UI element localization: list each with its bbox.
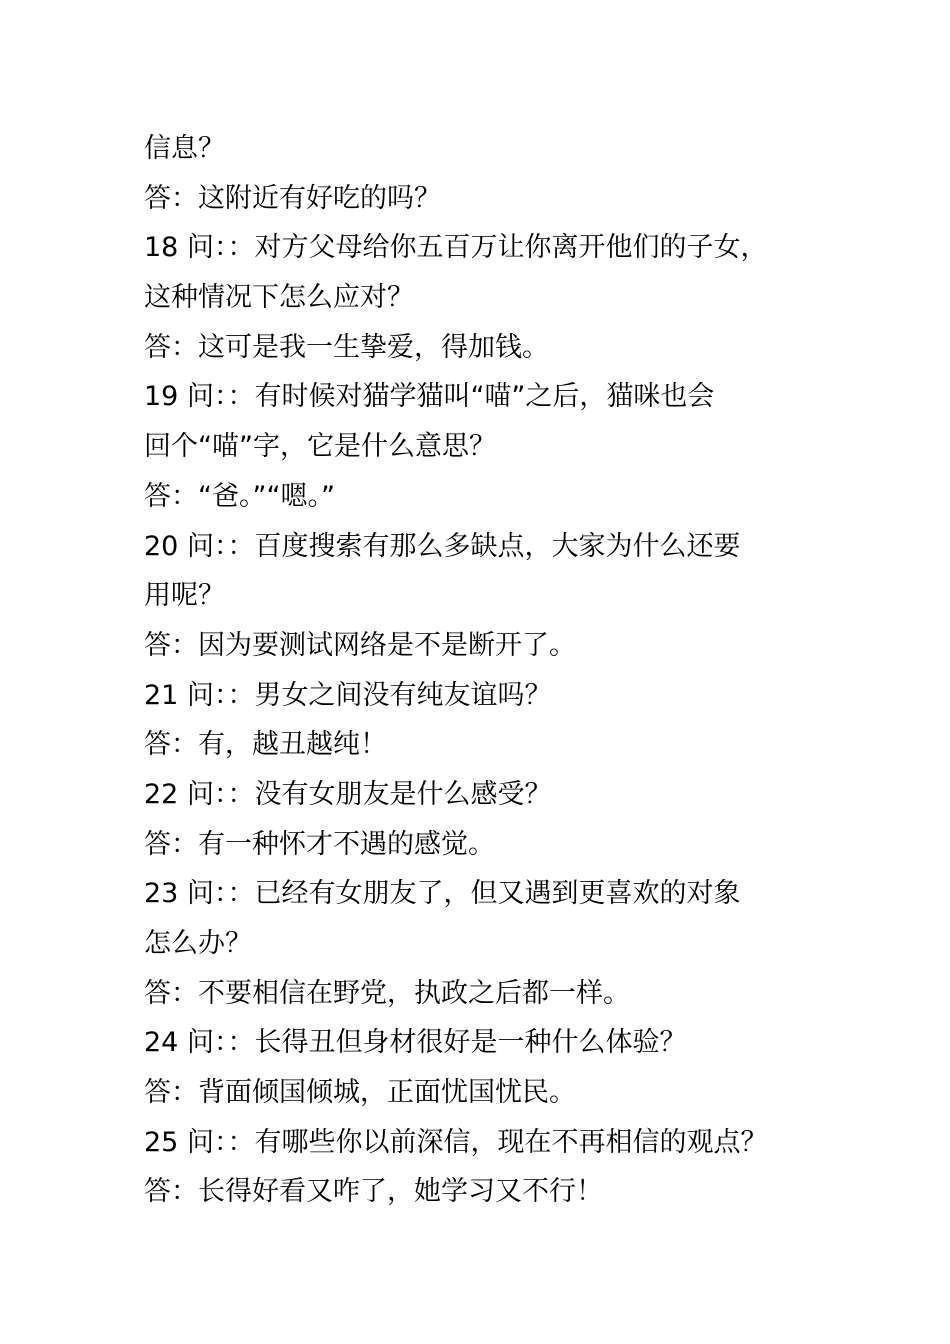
answer-22: 答：有一种怀才不遇的感觉。 [144,828,495,860]
question-25: 25 问：：有哪些你以前深信，现在不再相信的观点？ [144,1126,768,1158]
answer-21: 答：有，越丑越纯！ [144,729,387,761]
answer-23: 答：不要相信在野党，执政之后都一样。 [144,977,630,1009]
question-22: 22 问：：没有女朋友是什么感受？ [144,778,552,810]
answer-18: 答：这可是我一生挚爱，得加钱。 [144,331,549,363]
text-line-continuation: 信息？ [144,133,225,164]
question-21: 21 问：：男女之间没有纯友谊吗？ [144,679,552,711]
question-20: 20 问：：百度搜索有那么多缺点，大家为什么还要 [144,530,741,562]
answer-20: 答：因为要测试网络是不是断开了。 [144,629,576,661]
question-20-continuation: 用呢？ [144,580,225,612]
question-18: 18 问：：对方父母给你五百万让你离开他们的子女， [144,232,768,264]
question-19-continuation: 回个“喵”字，它是什么意思？ [144,431,496,463]
document-body [144,124,844,1217]
answer-24: 答：背面倾国倾城，正面忧国忧民。 [144,1077,576,1109]
answer-line: 答：这附近有好吃的吗？ [144,182,441,214]
question-24: 24 问：：长得丑但身材很好是一种什么体验？ [144,1027,687,1059]
question-23: 23 问：：已经有女朋友了，但又遇到更喜欢的对象 [144,878,741,910]
question-23-continuation: 怎么办？ [144,928,252,959]
answer-25: 答：长得好看又咋了，她学习又不行！ [144,1176,603,1208]
question-18-continuation: 这种情况下怎么应对？ [144,282,414,314]
answer-19: 答：“爸。”“嗯。” [144,480,335,512]
question-19: 19 问：：有时候对猫学猫叫“喵”之后，猫咪也会 [144,381,715,413]
